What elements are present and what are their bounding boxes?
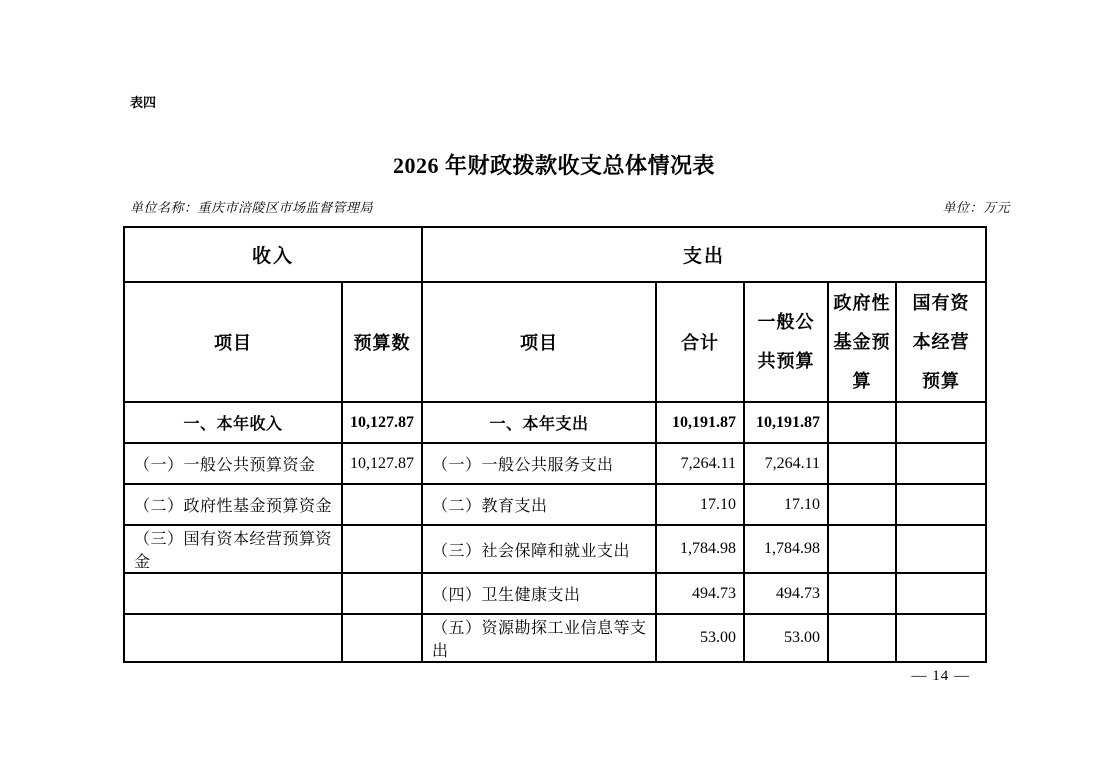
- col-header-expenditure-item: 项目: [422, 282, 656, 402]
- table-row-total: [124, 402, 986, 443]
- revenue-item-cell: [124, 573, 342, 614]
- state-capital-cell: [896, 484, 986, 525]
- expenditure-item-cell: （四）卫生健康支出: [422, 573, 656, 614]
- revenue-budget-cell: [342, 484, 422, 525]
- col-header-revenue-budget: 预算数: [342, 282, 422, 402]
- unit-label: 单位：万元: [942, 200, 1010, 215]
- expenditure-item-cell: （一）一般公共服务支出: [422, 443, 656, 484]
- government-fund-cell: [828, 573, 896, 614]
- revenue-budget-cell: 10,127.87: [342, 443, 422, 484]
- government-fund-cell: [828, 484, 896, 525]
- col-header-government-fund-budget: 政府性基金预算: [828, 282, 896, 402]
- state-capital-cell: [896, 402, 986, 443]
- revenue-budget-cell: [342, 573, 422, 614]
- government-fund-cell: [828, 402, 896, 443]
- revenue-budget-cell: 10,127.87: [342, 402, 422, 443]
- col-header-revenue-item: 项目: [124, 282, 342, 402]
- government-fund-cell: [828, 525, 896, 573]
- general-public-cell: 10,191.87: [744, 402, 828, 443]
- state-capital-cell: [896, 443, 986, 484]
- unit-name-label: 单位名称：重庆市涪陵区市场监督管理局: [130, 200, 374, 215]
- revenue-budget-cell: [342, 525, 422, 573]
- expenditure-item-cell: （二）教育支出: [422, 484, 656, 525]
- expenditure-item-cell: （五）资源勘探工业信息等支出: [422, 614, 656, 662]
- state-capital-cell: [896, 525, 986, 573]
- general-public-cell: 17.10: [744, 484, 828, 525]
- col-header-state-capital-budget: 国有资本经营预算: [896, 282, 986, 402]
- general-public-cell: 7,264.11: [744, 443, 828, 484]
- page-title: 2026 年财政拨款收支总体情况表: [392, 153, 715, 178]
- total-cell: 17.10: [656, 484, 744, 525]
- expenditure-item-cell: 一、本年支出: [422, 402, 656, 443]
- total-cell: 7,264.11: [656, 443, 744, 484]
- column-header-row: [124, 282, 986, 402]
- general-public-cell: 53.00: [744, 614, 828, 662]
- total-cell: 53.00: [656, 614, 744, 662]
- col-header-total: 合计: [656, 282, 744, 402]
- state-capital-cell: [896, 614, 986, 662]
- revenue-item-cell: [124, 614, 342, 662]
- revenue-item-cell: （一）一般公共预算资金: [124, 443, 342, 484]
- table-row: [124, 484, 986, 525]
- page-number: — 14 —: [911, 668, 970, 684]
- table-row: [124, 614, 986, 662]
- government-fund-cell: [828, 614, 896, 662]
- total-cell: 10,191.87: [656, 402, 744, 443]
- budget-table: [123, 226, 987, 663]
- expenditure-item-cell: （三）社会保障和就业支出: [422, 525, 656, 573]
- expenditure-section-header: 支出: [422, 227, 986, 282]
- table-row: [124, 443, 986, 484]
- total-cell: 1,784.98: [656, 525, 744, 573]
- section-header-row: [124, 227, 986, 282]
- general-public-cell: 494.73: [744, 573, 828, 614]
- general-public-cell: 1,784.98: [744, 525, 828, 573]
- revenue-item-cell: 一、本年收入: [124, 402, 342, 443]
- table-row: [124, 525, 986, 573]
- revenue-item-cell: （三）国有资本经营预算资金: [124, 525, 342, 573]
- col-header-general-public-budget: 一般公共预算: [744, 282, 828, 402]
- revenue-section-header: 收入: [124, 227, 422, 282]
- revenue-item-cell: （二）政府性基金预算资金: [124, 484, 342, 525]
- revenue-budget-cell: [342, 614, 422, 662]
- state-capital-cell: [896, 573, 986, 614]
- government-fund-cell: [828, 443, 896, 484]
- total-cell: 494.73: [656, 573, 744, 614]
- table-label: 表四: [130, 95, 157, 110]
- table-row: [124, 573, 986, 614]
